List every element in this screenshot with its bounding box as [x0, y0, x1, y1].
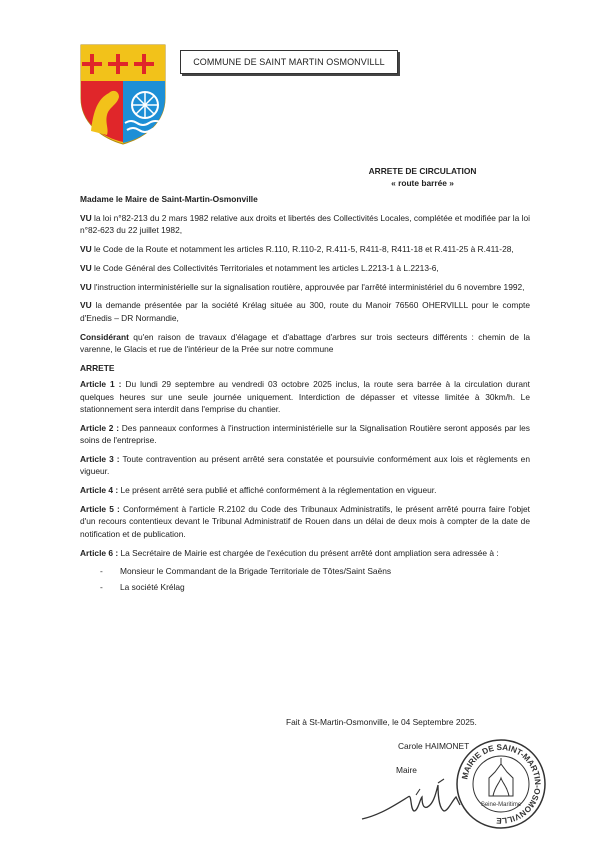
official-stamp — [455, 738, 547, 830]
list-item: - Monsieur le Commandant de la Brigade Territoriale de Tôtes/Saint Saëns — [100, 566, 392, 577]
vu-lead: VU — [80, 244, 92, 254]
article-lead: Article 4 : — [80, 485, 119, 496]
list-item: - La société Krélag — [100, 581, 185, 592]
article-1 — [80, 378, 530, 415]
article-text: Le présent arrêté sera publié et affiché conformément à la réglementation en vigueur. — [118, 485, 437, 496]
signatory-role: Maire — [396, 765, 417, 775]
considerant-paragraph — [80, 331, 530, 356]
arrete-heading: ARRETE — [80, 362, 115, 373]
handwritten-signature — [360, 775, 470, 827]
vu-lead: VU — [80, 281, 92, 292]
vu-text: le Code de la Route et notamment les articles R.110, R.110-2, R.411-5, R411-8, R411-18 et R.411-25 à R.411-28, — [91, 244, 514, 254]
article-text: Toute contravention au présent arrêté sera constatée et poursuivie conformément aux lois et règlements en vigueur. — [80, 454, 530, 477]
article-2 — [80, 422, 530, 447]
vu-text: la demande présentée par la société Krélag située au 300, route du Manoir 76560 OHERVILLL pour le compte d'Enedis – DR Normandie, — [80, 300, 530, 323]
vu-lead: VU — [80, 262, 92, 273]
recipient-list — [80, 565, 530, 593]
article-4 — [80, 484, 530, 496]
recipient-text: La société Krélag — [120, 581, 185, 592]
document-title — [340, 165, 505, 189]
article-text: Des panneaux conformes à l'instruction interministérielle sur la Signalisation Routière seront apposés par les soins de l'entreprise. — [80, 422, 530, 446]
vu-paragraph-5 — [80, 299, 530, 324]
article-lead: Article 3 : — [80, 454, 120, 465]
article-text: Conformément à l'article R.2102 du Code des Tribunaux Administratifs, le présent arrêté pourra faire l'objet d'un recours contentieux devant le Tribunal Administratif de Rouen dans un délai de deux mois à compter de la date de notification et de publication. — [80, 504, 530, 539]
article-text: Du lundi 29 septembre au vendredi 03 octobre 2025 inclus, la route sera barrée à la circulation durant quelques heures sur une seule journée uniquement. Interdiction de dépasser et vitesse limitée à 30km/h. Le stationnement sera interdit dans l'emprise du chantier. — [80, 379, 530, 415]
article-text: La Secrétaire de Mairie est chargée de l'exécution du présent arrêté dont ampliation sera adressée à : — [118, 547, 499, 558]
article-lead: Article 1 : — [80, 379, 122, 390]
title-line-1: ARRETE DE CIRCULATION — [368, 166, 477, 176]
recipient-text: Monsieur le Commandant de la Brigade Territoriale de Tôtes/Saint Saëns — [120, 566, 392, 577]
article-lead: Article 5 : — [80, 504, 120, 515]
commune-crest-logo — [79, 43, 167, 145]
document-body — [80, 193, 530, 601]
article-6 — [80, 547, 530, 559]
vu-paragraph-3 — [80, 262, 530, 274]
vu-text: le Code Général des Collectivités Territoriales et notamment les articles L.2213-1 à L.2213-6, — [91, 262, 439, 273]
signatory-name: Carole HAIMONET — [398, 741, 470, 751]
vu-paragraph-4 — [80, 281, 530, 293]
considerant-lead: Considérant — [80, 331, 129, 342]
vu-text: l'instruction interministérielle sur la signalisation routière, approuvée par l'arrêté interministériel du 6 novembre 1992, — [91, 281, 525, 292]
vu-text: la loi n°82-213 du 2 mars 1982 relative aux droits et libertés des Collectivités Locales, complétée et modifiée par la loi n°82-623 du 22 juillet 1982, — [80, 212, 530, 236]
commune-name-box — [180, 50, 398, 74]
stamp-bottom-text: Seine-Maritime — [480, 802, 522, 808]
title-line-2: « route barrée » — [391, 178, 454, 188]
article-lead: Article 6 : — [80, 547, 119, 558]
vu-lead: VU — [80, 300, 92, 311]
article-lead: Article 2 : — [80, 422, 119, 433]
place-date-line: Fait à St-Martin-Osmonville, le 04 Septembre 2025. — [286, 717, 477, 727]
intro-line: Madame le Maire de Saint-Martin-Osmonville — [80, 194, 258, 204]
article-5 — [80, 503, 530, 540]
vu-lead: VU — [80, 212, 92, 223]
article-3 — [80, 453, 530, 478]
vu-paragraph-2 — [80, 243, 530, 255]
vu-paragraph-1 — [80, 212, 530, 237]
stamp-ring-text: MAIRIE DE SAINT-MARTIN-OSMONVILLE — [460, 742, 543, 826]
considerant-text: qu'en raison de travaux d'élagage et d'abattage d'arbres sur trois secteurs différents : chemin de la varenne, le Glacis et rue de l'intérieur de la Prée sur notre commune — [80, 331, 530, 354]
commune-name: COMMUNE DE SAINT MARTIN OSMONVILLL — [193, 57, 385, 67]
